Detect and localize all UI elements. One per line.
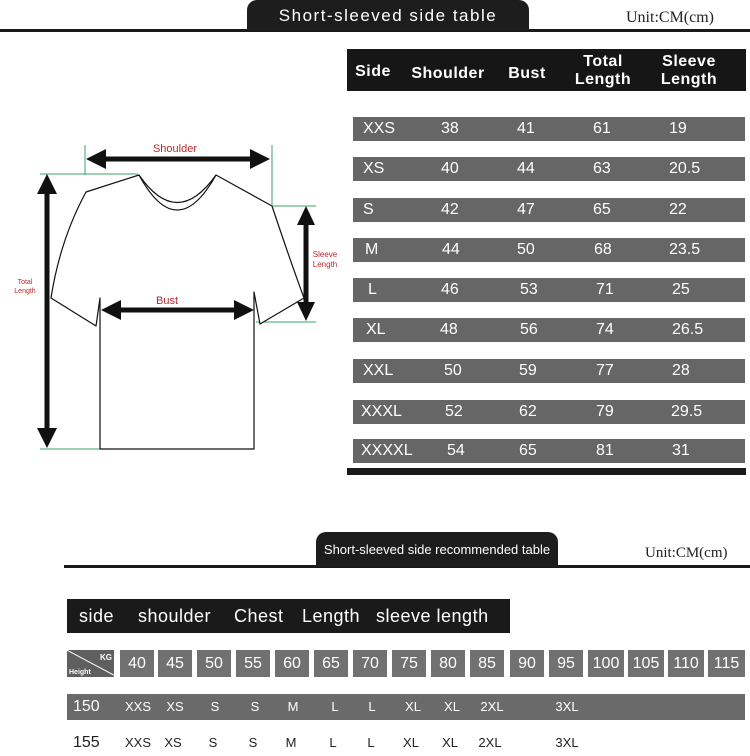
- size-chart-unit: Unit:CM(cm): [626, 9, 714, 26]
- size-cell: XS: [363, 160, 385, 177]
- weight-cell: 50: [197, 650, 231, 677]
- sleeve-length-cell: 29.5: [671, 403, 703, 420]
- size-row: [353, 439, 745, 463]
- size-cell: 3XL: [555, 699, 579, 714]
- height-weight-corner: [67, 650, 114, 677]
- height-cell: 155: [73, 734, 100, 751]
- size-cell: XXS: [363, 120, 396, 137]
- size-cell: 3XL: [555, 735, 579, 750]
- weight-cell: 115: [708, 650, 745, 677]
- shoulder-cell: 52: [445, 403, 463, 420]
- total-length-cell: 74: [596, 321, 614, 338]
- rec-header-sleeve-length: sleeve length: [376, 606, 489, 626]
- weight-cell: 80: [431, 650, 465, 677]
- recommended-unit: Unit:CM(cm): [645, 545, 728, 561]
- bust-cell: 50: [517, 241, 535, 258]
- weight-cell: 40: [120, 650, 154, 677]
- size-cell: XXS: [124, 699, 151, 714]
- bust-label: Bust: [155, 295, 178, 307]
- rec-header-side: side: [79, 606, 115, 626]
- height-row: [67, 730, 745, 756]
- size-cell: M: [287, 699, 299, 714]
- bust-cell: 44: [517, 160, 535, 177]
- size-table-bottom-rule: [347, 468, 746, 475]
- size-cell: L: [329, 735, 337, 750]
- total-length-arrow: [37, 174, 57, 448]
- rec-header-length: Length: [302, 606, 361, 626]
- shoulder-cell: 44: [442, 241, 460, 258]
- size-row: [353, 238, 745, 262]
- sleeve-length-cell: 20.5: [669, 160, 701, 177]
- bust-cell: 53: [520, 281, 538, 298]
- size-cell: XXS: [124, 735, 151, 750]
- sleeve-length-cell: 19: [669, 120, 687, 137]
- sleeve-length-cell: 31: [672, 442, 690, 459]
- size-cell: XS: [166, 699, 184, 714]
- total-length-cell: 61: [593, 120, 611, 137]
- total-length-cell: 79: [596, 403, 614, 420]
- weight-cell: 75: [392, 650, 426, 677]
- bust-cell: 41: [517, 120, 535, 137]
- size-table-header: [347, 49, 746, 91]
- size-row: [353, 157, 745, 181]
- bust-cell: 59: [519, 362, 537, 379]
- size-cell: S: [363, 201, 374, 218]
- height-cell: 150: [73, 698, 100, 715]
- total-length-label: Total Length: [14, 279, 36, 295]
- size-cell: S: [208, 735, 218, 750]
- total-length-cell: 77: [596, 362, 614, 379]
- total-length-cell: 71: [596, 281, 614, 298]
- corner-height: Height: [69, 669, 91, 676]
- bust-cell: 56: [520, 321, 538, 338]
- bust-cell: 62: [519, 403, 537, 420]
- sleeve-length-cell: 26.5: [672, 321, 704, 338]
- size-cell: L: [368, 699, 376, 714]
- size-cell: S: [248, 735, 258, 750]
- shoulder-cell: 46: [441, 281, 459, 298]
- bust-cell: 65: [519, 442, 537, 459]
- size-row: [353, 198, 745, 222]
- size-cell: L: [368, 281, 377, 298]
- shoulder-cell: 40: [441, 160, 459, 177]
- recommended-header: [67, 599, 510, 633]
- size-cell: L: [367, 735, 375, 750]
- sleeve-length-cell: 22: [669, 201, 687, 218]
- size-cell: XL: [403, 735, 419, 750]
- bust-cell: 47: [517, 201, 535, 218]
- size-cell: M: [365, 241, 379, 258]
- total-length-cell: 81: [596, 442, 614, 459]
- size-row: [353, 117, 745, 141]
- sleeve-length-cell: 23.5: [669, 241, 701, 258]
- recommended-title: Short-sleeved side recommended table: [316, 532, 558, 567]
- header-bust: Bust: [508, 65, 546, 82]
- size-chart-title: Short-sleeved side table: [247, 0, 529, 31]
- total-length-cell: 65: [593, 201, 611, 218]
- size-row: [353, 359, 745, 383]
- corner-kg: KG: [100, 653, 112, 662]
- shoulder-cell: 50: [444, 362, 462, 379]
- size-cell: XL: [366, 321, 386, 338]
- size-cell: XL: [442, 735, 458, 750]
- weight-cell: 60: [275, 650, 309, 677]
- sleeve-length-cell: 28: [672, 362, 690, 379]
- weight-cell: 105: [628, 650, 664, 677]
- size-cell: XL: [444, 699, 460, 714]
- header-total-length: Total Length: [574, 53, 632, 88]
- size-cell: S: [250, 699, 260, 714]
- size-cell: S: [210, 699, 220, 714]
- weight-cell: 100: [588, 650, 624, 677]
- sleeve-length-cell: 25: [672, 281, 690, 298]
- weight-cell: 65: [314, 650, 348, 677]
- size-row: [353, 400, 745, 424]
- size-cell: XXXL: [361, 403, 402, 420]
- total-length-cell: 63: [593, 160, 611, 177]
- weight-cell: 45: [158, 650, 192, 677]
- size-row: [353, 318, 745, 342]
- height-row: [67, 694, 745, 720]
- sleeve-length-label: Sleeve Length: [312, 250, 338, 269]
- shoulder-cell: 54: [447, 442, 465, 459]
- weight-cell: 90: [510, 650, 544, 677]
- header-sleeve-length: Sleeve Length: [660, 53, 718, 88]
- shoulder-label: Shoulder: [152, 143, 198, 155]
- weight-cell: 85: [470, 650, 504, 677]
- shoulder-cell: 42: [441, 201, 459, 218]
- size-row: [353, 278, 745, 302]
- size-cell: XXXXL: [361, 442, 413, 459]
- weight-cell: 110: [668, 650, 704, 677]
- size-cell: 2XL: [478, 735, 502, 750]
- size-cell: L: [331, 699, 339, 714]
- header-side: Side: [355, 63, 391, 80]
- size-cell: XL: [405, 699, 421, 714]
- shoulder-cell: 38: [441, 120, 459, 137]
- shoulder-cell: 48: [440, 321, 458, 338]
- size-cell: M: [285, 735, 297, 750]
- rec-header-shoulder: shoulder: [138, 606, 212, 626]
- weight-cell: 55: [236, 650, 270, 677]
- total-length-cell: 68: [594, 241, 612, 258]
- rec-header-chest: Chest: [234, 606, 284, 626]
- weight-cell: 70: [353, 650, 387, 677]
- size-cell: XS: [164, 735, 182, 750]
- header-shoulder: Shoulder: [411, 65, 485, 82]
- size-cell: 2XL: [480, 699, 504, 714]
- weight-cell: 95: [549, 650, 583, 677]
- size-cell: XXL: [363, 362, 394, 379]
